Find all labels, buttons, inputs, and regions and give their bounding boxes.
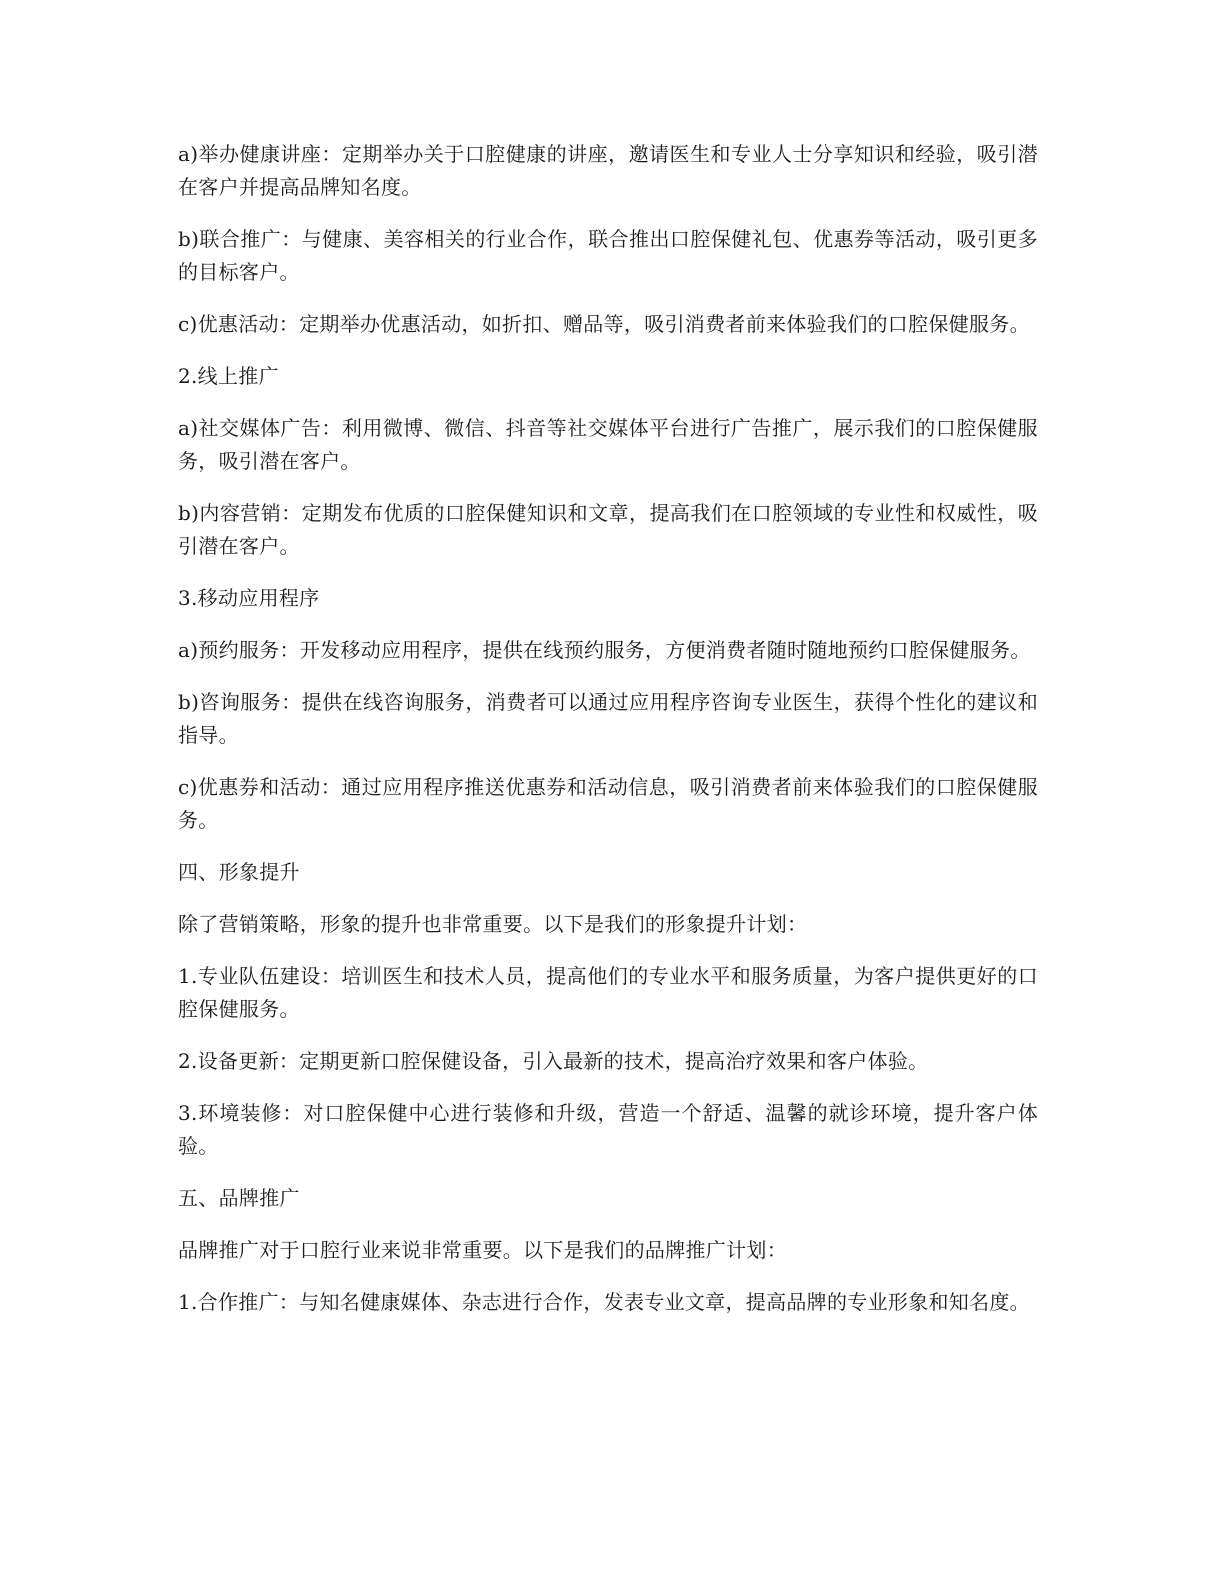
paragraph-coupons-activities: c)优惠券和活动：通过应用程序推送优惠券和活动信息，吸引消费者前来体验我们的口腔保健服务。	[178, 775, 1038, 832]
heading-brand-promotion: 五、品牌推广	[178, 1186, 300, 1210]
paragraph-consult-service: b)咨询服务：提供在线咨询服务，消费者可以通过应用程序咨询专业医生，获得个性化的建议和指导。	[178, 690, 1038, 747]
paragraph-content-marketing: b)内容营销：定期发布优质的口腔保健知识和文章，提高我们在口腔领域的专业性和权威性，吸引潜在客户。	[178, 501, 1038, 558]
paragraph-discount-activity: c)优惠活动：定期举办优惠活动，如折扣、赠品等，吸引消费者前来体验我们的口腔保健服务。	[178, 312, 1030, 336]
paragraph-offline-lecture: a)举办健康讲座：定期举办关于口腔健康的讲座，邀请医生和专业人士分享知识和经验，吸引潜在客户并提高品牌知名度。	[178, 142, 1038, 199]
heading-mobile-app: 3.移动应用程序	[178, 586, 320, 610]
heading-online-promotion: 2.线上推广	[178, 364, 279, 388]
heading-image-improvement: 四、形象提升	[178, 860, 300, 884]
paragraph-image-intro: 除了营销策略，形象的提升也非常重要。以下是我们的形象提升计划：	[178, 912, 808, 936]
document-page	[178, 138, 1038, 1338]
paragraph-environment-renovation: 3.环境装修：对口腔保健中心进行装修和升级，营造一个舒适、温馨的就诊环境，提升客户体验。	[178, 1101, 1038, 1158]
paragraph-social-media-ads: a)社交媒体广告：利用微博、微信、抖音等社交媒体平台进行广告推广，展示我们的口腔保健服务，吸引潜在客户。	[178, 416, 1038, 473]
paragraph-brand-intro: 品牌推广对于口腔行业来说非常重要。以下是我们的品牌推广计划：	[178, 1238, 787, 1262]
paragraph-cooperation-promotion: 1.合作推广：与知名健康媒体、杂志进行合作，发表专业文章，提高品牌的专业形象和知名度。	[178, 1290, 1030, 1314]
paragraph-booking-service: a)预约服务：开发移动应用程序，提供在线预约服务，方便消费者随时随地预约口腔保健服务。	[178, 638, 1031, 662]
paragraph-team-building: 1.专业队伍建设：培训医生和技术人员，提高他们的专业水平和服务质量，为客户提供更好的口腔保健服务。	[178, 964, 1038, 1021]
paragraph-joint-promotion: b)联合推广：与健康、美容相关的行业合作，联合推出口腔保健礼包、优惠券等活动，吸引更多的目标客户。	[178, 227, 1038, 284]
paragraph-equipment-update: 2.设备更新：定期更新口腔保健设备，引入最新的技术，提高治疗效果和客户体验。	[178, 1049, 929, 1073]
